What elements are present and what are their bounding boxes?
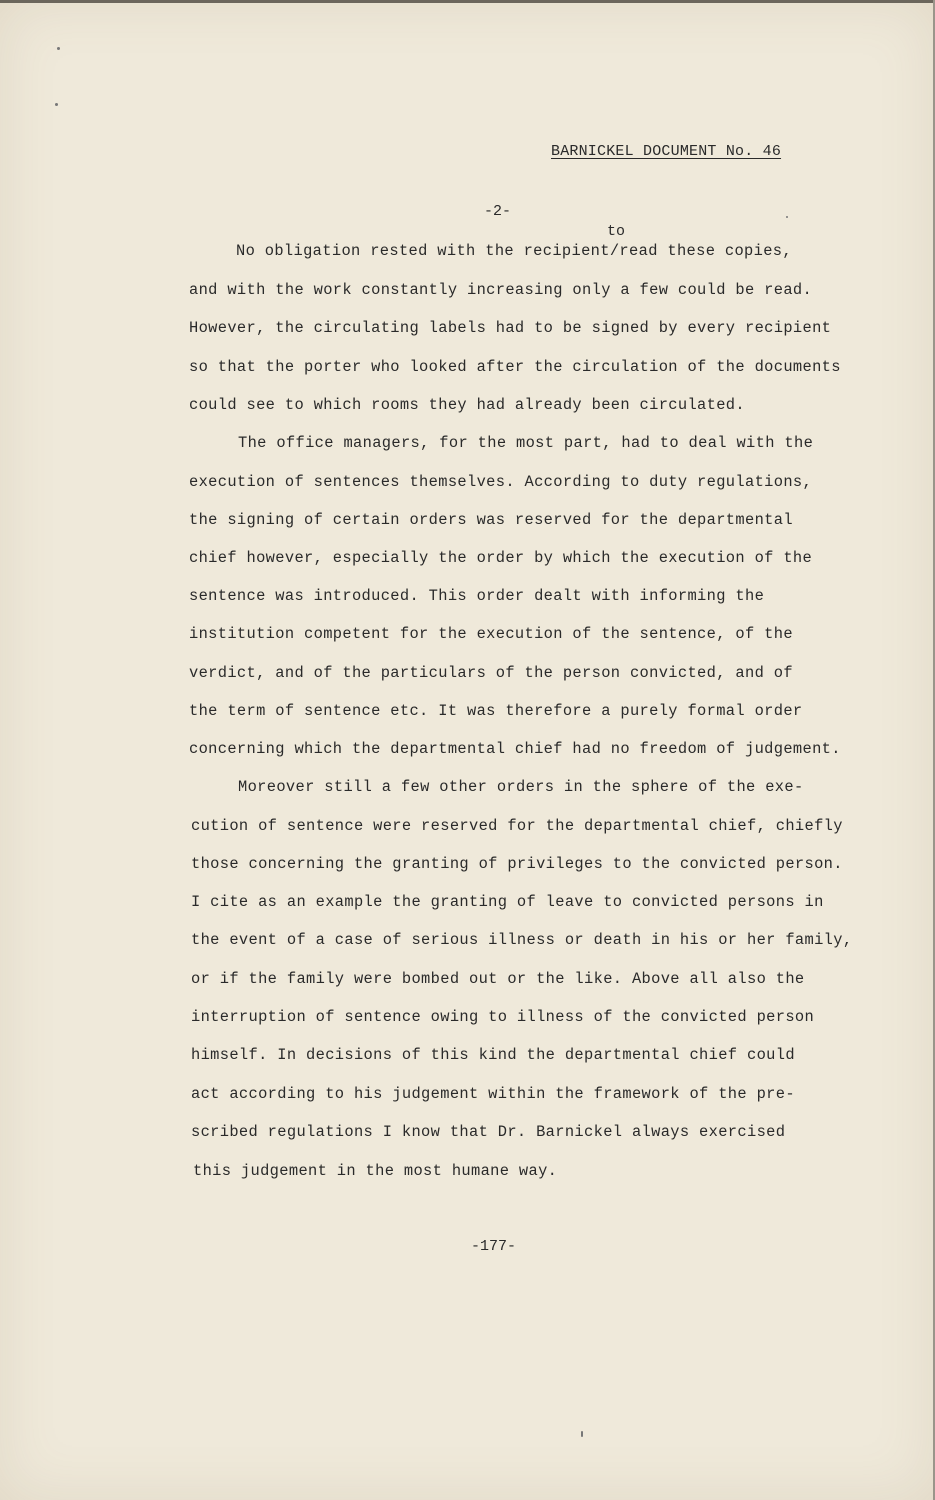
paper-speck [57, 47, 60, 50]
page-marker: -2- [484, 203, 512, 220]
text-line: could see to which rooms they had already been circulated. [189, 396, 745, 414]
handwritten-insertion: to [607, 223, 626, 240]
text-line: the event of a case of serious illness or death in his or her family, [191, 931, 853, 949]
paper-speck [581, 1431, 583, 1437]
text-line: verdict, and of the particulars of the person convicted, and of [189, 664, 793, 682]
text-line: act according to his judgement within the framework of the pre- [191, 1085, 795, 1103]
text-line: so that the porter who looked after the circulation of the documents [189, 358, 841, 376]
text-line: concerning which the departmental chief had no freedom of judgement. [189, 740, 841, 758]
document-reference: BARNICKEL DOCUMENT No. 46 [551, 143, 782, 160]
text-line: execution of sentences themselves. According to duty regulations, [189, 473, 813, 491]
text-line: No obligation rested with the recipient/read these copies, [236, 242, 792, 260]
text-line: those concerning the granting of privileges to the convicted person. [191, 855, 843, 873]
text-line: However, the circulating labels had to be signed by every recipient [189, 319, 832, 337]
paper-speck [55, 103, 58, 106]
text-line: himself. In decisions of this kind the departmental chief could [191, 1046, 795, 1064]
text-line: interruption of sentence owing to illness of the convicted person [191, 1008, 815, 1026]
top-edge [0, 0, 935, 3]
text-line: and with the work constantly increasing only a few could be read. [189, 281, 813, 299]
text-line: Moreover still a few other orders in the sphere of the exe- [238, 778, 804, 796]
text-line: institution competent for the execution of the sentence, of the [189, 625, 793, 643]
text-line: or if the family were bombed out or the like. Above all also the [191, 970, 805, 988]
paper-speck [786, 216, 788, 218]
text-line: The office managers, for the most part, had to deal with the [238, 434, 814, 452]
text-line: cution of sentence were reserved for the departmental chief, chiefly [191, 817, 843, 835]
text-line: scribed regulations I know that Dr. Barnickel always exercised [191, 1123, 786, 1141]
text-line: the signing of certain orders was reserved for the departmental [189, 511, 793, 529]
text-line: chief however, especially the order by which the execution of the [189, 549, 813, 567]
text-line: I cite as an example the granting of leave to convicted persons in [191, 893, 824, 911]
text-line: sentence was introduced. This order dealt with informing the [189, 587, 765, 605]
page-number: -177- [471, 1238, 517, 1255]
text-line: the term of sentence etc. It was therefore a purely formal order [189, 702, 803, 720]
text-line: this judgement in the most humane way. [193, 1162, 558, 1180]
